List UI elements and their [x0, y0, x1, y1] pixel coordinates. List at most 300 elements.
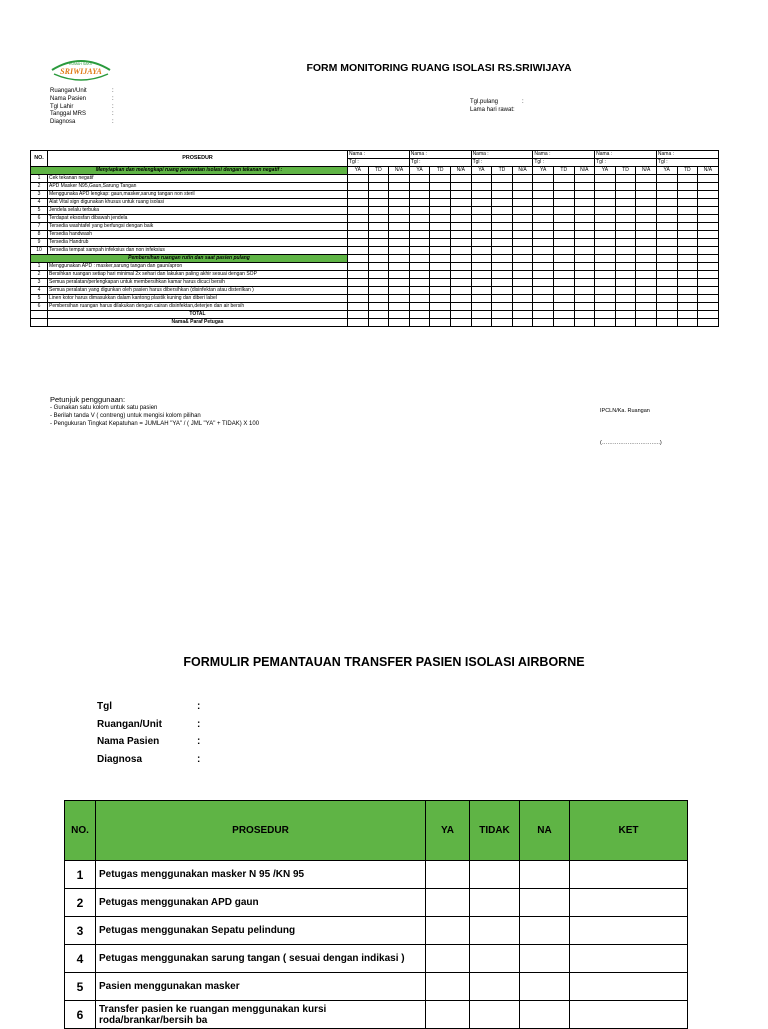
check-cell[interactable]: [570, 889, 688, 917]
check-cell[interactable]: [430, 287, 451, 295]
check-cell[interactable]: [615, 295, 636, 303]
check-cell[interactable]: [636, 311, 657, 319]
check-cell[interactable]: [512, 191, 533, 199]
check-cell[interactable]: [574, 295, 595, 303]
check-cell[interactable]: [520, 889, 570, 917]
check-cell[interactable]: [512, 311, 533, 319]
check-cell[interactable]: [574, 215, 595, 223]
check-cell[interactable]: [348, 215, 369, 223]
check-cell[interactable]: [574, 263, 595, 271]
check-cell[interactable]: [409, 295, 430, 303]
check-cell[interactable]: [636, 231, 657, 239]
check-cell[interactable]: [348, 231, 369, 239]
check-cell[interactable]: [677, 199, 698, 207]
check-cell[interactable]: [595, 271, 616, 279]
check-cell[interactable]: [698, 215, 719, 223]
check-cell[interactable]: [595, 183, 616, 191]
check-cell[interactable]: [512, 247, 533, 255]
check-cell[interactable]: [389, 319, 410, 327]
check-cell[interactable]: [430, 239, 451, 247]
check-cell[interactable]: [656, 263, 677, 271]
check-cell[interactable]: [348, 175, 369, 183]
check-cell[interactable]: [533, 199, 554, 207]
check-cell[interactable]: [409, 231, 430, 239]
check-cell[interactable]: [520, 1001, 570, 1029]
check-cell[interactable]: [471, 311, 492, 319]
check-cell[interactable]: [471, 247, 492, 255]
check-cell[interactable]: [368, 239, 389, 247]
check-cell[interactable]: [698, 287, 719, 295]
check-cell[interactable]: [656, 191, 677, 199]
check-cell[interactable]: [570, 861, 688, 889]
check-cell[interactable]: [677, 183, 698, 191]
check-cell[interactable]: [430, 271, 451, 279]
check-cell[interactable]: [471, 223, 492, 231]
check-cell[interactable]: [471, 295, 492, 303]
check-cell[interactable]: [533, 223, 554, 231]
check-cell[interactable]: [492, 319, 513, 327]
check-cell[interactable]: [570, 1001, 688, 1029]
check-cell[interactable]: [533, 231, 554, 239]
check-cell[interactable]: [698, 183, 719, 191]
check-cell[interactable]: [492, 231, 513, 239]
check-cell[interactable]: [368, 215, 389, 223]
tgl-cell[interactable]: Tgl :: [471, 159, 533, 167]
check-cell[interactable]: [533, 239, 554, 247]
check-cell[interactable]: [348, 311, 369, 319]
check-cell[interactable]: [512, 303, 533, 311]
check-cell[interactable]: [656, 247, 677, 255]
check-cell[interactable]: [615, 175, 636, 183]
check-cell[interactable]: [426, 917, 470, 945]
check-cell[interactable]: [426, 973, 470, 1001]
check-cell[interactable]: [656, 239, 677, 247]
check-cell[interactable]: [533, 247, 554, 255]
check-cell[interactable]: [368, 295, 389, 303]
check-cell[interactable]: [595, 263, 616, 271]
check-cell[interactable]: [450, 215, 471, 223]
check-cell[interactable]: [615, 303, 636, 311]
check-cell[interactable]: [656, 231, 677, 239]
check-cell[interactable]: [389, 311, 410, 319]
check-cell[interactable]: [450, 311, 471, 319]
check-cell[interactable]: [698, 271, 719, 279]
check-cell[interactable]: [615, 223, 636, 231]
check-cell[interactable]: [553, 199, 574, 207]
check-cell[interactable]: [595, 239, 616, 247]
check-cell[interactable]: [512, 239, 533, 247]
check-cell[interactable]: [615, 247, 636, 255]
check-cell[interactable]: [574, 279, 595, 287]
check-cell[interactable]: [533, 303, 554, 311]
check-cell[interactable]: [450, 271, 471, 279]
check-cell[interactable]: [656, 311, 677, 319]
check-cell[interactable]: [595, 231, 616, 239]
check-cell[interactable]: [430, 223, 451, 231]
check-cell[interactable]: [615, 287, 636, 295]
check-cell[interactable]: [698, 319, 719, 327]
check-cell[interactable]: [348, 287, 369, 295]
check-cell[interactable]: [698, 239, 719, 247]
check-cell[interactable]: [389, 239, 410, 247]
nama-cell[interactable]: Nama :: [533, 151, 595, 159]
check-cell[interactable]: [595, 279, 616, 287]
check-cell[interactable]: [389, 223, 410, 231]
check-cell[interactable]: [368, 319, 389, 327]
check-cell[interactable]: [492, 263, 513, 271]
check-cell[interactable]: [430, 295, 451, 303]
check-cell[interactable]: [389, 279, 410, 287]
nama-cell[interactable]: Nama :: [471, 151, 533, 159]
check-cell[interactable]: [574, 183, 595, 191]
check-cell[interactable]: [430, 247, 451, 255]
check-cell[interactable]: [471, 287, 492, 295]
check-cell[interactable]: [492, 191, 513, 199]
check-cell[interactable]: [512, 207, 533, 215]
check-cell[interactable]: [348, 279, 369, 287]
check-cell[interactable]: [636, 175, 657, 183]
tgl-cell[interactable]: Tgl :: [409, 159, 471, 167]
check-cell[interactable]: [409, 271, 430, 279]
check-cell[interactable]: [698, 263, 719, 271]
check-cell[interactable]: [512, 271, 533, 279]
check-cell[interactable]: [512, 175, 533, 183]
check-cell[interactable]: [574, 223, 595, 231]
check-cell[interactable]: [595, 319, 616, 327]
check-cell[interactable]: [574, 191, 595, 199]
check-cell[interactable]: [533, 191, 554, 199]
check-cell[interactable]: [553, 239, 574, 247]
check-cell[interactable]: [512, 215, 533, 223]
check-cell[interactable]: [677, 295, 698, 303]
check-cell[interactable]: [553, 207, 574, 215]
check-cell[interactable]: [533, 271, 554, 279]
check-cell[interactable]: [368, 263, 389, 271]
check-cell[interactable]: [389, 295, 410, 303]
check-cell[interactable]: [471, 303, 492, 311]
check-cell[interactable]: [450, 191, 471, 199]
check-cell[interactable]: [533, 215, 554, 223]
check-cell[interactable]: [512, 231, 533, 239]
check-cell[interactable]: [553, 175, 574, 183]
check-cell[interactable]: [389, 271, 410, 279]
check-cell[interactable]: [533, 287, 554, 295]
check-cell[interactable]: [677, 311, 698, 319]
check-cell[interactable]: [368, 231, 389, 239]
check-cell[interactable]: [470, 861, 520, 889]
check-cell[interactable]: [698, 279, 719, 287]
check-cell[interactable]: [409, 239, 430, 247]
check-cell[interactable]: [698, 231, 719, 239]
check-cell[interactable]: [553, 191, 574, 199]
check-cell[interactable]: [409, 223, 430, 231]
check-cell[interactable]: [574, 303, 595, 311]
check-cell[interactable]: [533, 279, 554, 287]
check-cell[interactable]: [430, 279, 451, 287]
check-cell[interactable]: [553, 263, 574, 271]
check-cell[interactable]: [470, 889, 520, 917]
check-cell[interactable]: [348, 271, 369, 279]
check-cell[interactable]: [698, 223, 719, 231]
check-cell[interactable]: [553, 295, 574, 303]
check-cell[interactable]: [553, 287, 574, 295]
check-cell[interactable]: [409, 287, 430, 295]
check-cell[interactable]: [656, 199, 677, 207]
check-cell[interactable]: [553, 231, 574, 239]
check-cell[interactable]: [677, 279, 698, 287]
check-cell[interactable]: [430, 191, 451, 199]
check-cell[interactable]: [533, 183, 554, 191]
check-cell[interactable]: [430, 175, 451, 183]
check-cell[interactable]: [553, 311, 574, 319]
check-cell[interactable]: [677, 319, 698, 327]
check-cell[interactable]: [615, 263, 636, 271]
check-cell[interactable]: [512, 287, 533, 295]
check-cell[interactable]: [570, 917, 688, 945]
check-cell[interactable]: [553, 303, 574, 311]
check-cell[interactable]: [533, 263, 554, 271]
check-cell[interactable]: [636, 239, 657, 247]
check-cell[interactable]: [570, 973, 688, 1001]
check-cell[interactable]: [574, 319, 595, 327]
check-cell[interactable]: [430, 207, 451, 215]
check-cell[interactable]: [574, 239, 595, 247]
check-cell[interactable]: [553, 183, 574, 191]
check-cell[interactable]: [426, 889, 470, 917]
check-cell[interactable]: [595, 207, 616, 215]
check-cell[interactable]: [595, 295, 616, 303]
check-cell[interactable]: [409, 263, 430, 271]
check-cell[interactable]: [492, 295, 513, 303]
check-cell[interactable]: [492, 223, 513, 231]
check-cell[interactable]: [595, 191, 616, 199]
check-cell[interactable]: [409, 183, 430, 191]
check-cell[interactable]: [636, 263, 657, 271]
check-cell[interactable]: [677, 247, 698, 255]
check-cell[interactable]: [533, 311, 554, 319]
check-cell[interactable]: [553, 279, 574, 287]
check-cell[interactable]: [677, 271, 698, 279]
check-cell[interactable]: [348, 239, 369, 247]
nama-cell[interactable]: Nama :: [656, 151, 718, 159]
check-cell[interactable]: [492, 239, 513, 247]
check-cell[interactable]: [409, 199, 430, 207]
check-cell[interactable]: [677, 191, 698, 199]
check-cell[interactable]: [677, 231, 698, 239]
check-cell[interactable]: [574, 207, 595, 215]
check-cell[interactable]: [368, 311, 389, 319]
check-cell[interactable]: [595, 223, 616, 231]
check-cell[interactable]: [656, 271, 677, 279]
check-cell[interactable]: [450, 279, 471, 287]
check-cell[interactable]: [656, 303, 677, 311]
check-cell[interactable]: [492, 215, 513, 223]
check-cell[interactable]: [409, 303, 430, 311]
check-cell[interactable]: [389, 303, 410, 311]
check-cell[interactable]: [677, 215, 698, 223]
check-cell[interactable]: [595, 303, 616, 311]
check-cell[interactable]: [348, 295, 369, 303]
check-cell[interactable]: [348, 199, 369, 207]
check-cell[interactable]: [368, 303, 389, 311]
check-cell[interactable]: [595, 287, 616, 295]
check-cell[interactable]: [430, 183, 451, 191]
nama-cell[interactable]: Nama :: [348, 151, 410, 159]
tgl-cell[interactable]: Tgl :: [348, 159, 410, 167]
check-cell[interactable]: [615, 279, 636, 287]
check-cell[interactable]: [450, 239, 471, 247]
check-cell[interactable]: [615, 207, 636, 215]
check-cell[interactable]: [615, 215, 636, 223]
check-cell[interactable]: [656, 319, 677, 327]
check-cell[interactable]: [512, 295, 533, 303]
check-cell[interactable]: [389, 287, 410, 295]
check-cell[interactable]: [512, 223, 533, 231]
check-cell[interactable]: [698, 175, 719, 183]
check-cell[interactable]: [409, 247, 430, 255]
check-cell[interactable]: [450, 207, 471, 215]
check-cell[interactable]: [389, 215, 410, 223]
check-cell[interactable]: [409, 207, 430, 215]
check-cell[interactable]: [512, 319, 533, 327]
check-cell[interactable]: [470, 1001, 520, 1029]
nama-cell[interactable]: Nama :: [409, 151, 471, 159]
check-cell[interactable]: [471, 279, 492, 287]
nama-cell[interactable]: Nama :: [595, 151, 657, 159]
check-cell[interactable]: [368, 207, 389, 215]
check-cell[interactable]: [492, 287, 513, 295]
check-cell[interactable]: [595, 199, 616, 207]
check-cell[interactable]: [348, 191, 369, 199]
check-cell[interactable]: [574, 175, 595, 183]
check-cell[interactable]: [698, 247, 719, 255]
check-cell[interactable]: [471, 183, 492, 191]
check-cell[interactable]: [512, 183, 533, 191]
check-cell[interactable]: [574, 231, 595, 239]
check-cell[interactable]: [533, 319, 554, 327]
check-cell[interactable]: [492, 311, 513, 319]
check-cell[interactable]: [698, 295, 719, 303]
tgl-cell[interactable]: Tgl :: [533, 159, 595, 167]
check-cell[interactable]: [492, 199, 513, 207]
check-cell[interactable]: [698, 199, 719, 207]
check-cell[interactable]: [615, 231, 636, 239]
check-cell[interactable]: [656, 207, 677, 215]
check-cell[interactable]: [553, 319, 574, 327]
check-cell[interactable]: [698, 207, 719, 215]
check-cell[interactable]: [470, 945, 520, 973]
check-cell[interactable]: [553, 223, 574, 231]
check-cell[interactable]: [348, 247, 369, 255]
check-cell[interactable]: [389, 263, 410, 271]
check-cell[interactable]: [553, 215, 574, 223]
check-cell[interactable]: [636, 191, 657, 199]
check-cell[interactable]: [389, 183, 410, 191]
check-cell[interactable]: [636, 247, 657, 255]
check-cell[interactable]: [636, 183, 657, 191]
check-cell[interactable]: [615, 239, 636, 247]
check-cell[interactable]: [368, 199, 389, 207]
check-cell[interactable]: [368, 175, 389, 183]
check-cell[interactable]: [656, 287, 677, 295]
tgl-cell[interactable]: Tgl :: [656, 159, 718, 167]
check-cell[interactable]: [615, 271, 636, 279]
check-cell[interactable]: [520, 861, 570, 889]
check-cell[interactable]: [389, 199, 410, 207]
check-cell[interactable]: [656, 279, 677, 287]
check-cell[interactable]: [492, 279, 513, 287]
check-cell[interactable]: [492, 183, 513, 191]
check-cell[interactable]: [426, 861, 470, 889]
check-cell[interactable]: [450, 303, 471, 311]
check-cell[interactable]: [520, 917, 570, 945]
check-cell[interactable]: [574, 311, 595, 319]
check-cell[interactable]: [471, 239, 492, 247]
check-cell[interactable]: [677, 287, 698, 295]
check-cell[interactable]: [636, 199, 657, 207]
check-cell[interactable]: [389, 175, 410, 183]
check-cell[interactable]: [636, 207, 657, 215]
check-cell[interactable]: [471, 319, 492, 327]
check-cell[interactable]: [368, 183, 389, 191]
check-cell[interactable]: [574, 271, 595, 279]
check-cell[interactable]: [471, 199, 492, 207]
check-cell[interactable]: [677, 223, 698, 231]
check-cell[interactable]: [450, 287, 471, 295]
check-cell[interactable]: [450, 319, 471, 327]
tgl-cell[interactable]: Tgl :: [595, 159, 657, 167]
check-cell[interactable]: [426, 945, 470, 973]
check-cell[interactable]: [430, 263, 451, 271]
check-cell[interactable]: [409, 191, 430, 199]
check-cell[interactable]: [430, 199, 451, 207]
check-cell[interactable]: [450, 223, 471, 231]
check-cell[interactable]: [348, 223, 369, 231]
check-cell[interactable]: [471, 175, 492, 183]
check-cell[interactable]: [409, 311, 430, 319]
check-cell[interactable]: [574, 199, 595, 207]
check-cell[interactable]: [615, 199, 636, 207]
check-cell[interactable]: [492, 207, 513, 215]
check-cell[interactable]: [615, 319, 636, 327]
check-cell[interactable]: [656, 175, 677, 183]
check-cell[interactable]: [471, 191, 492, 199]
check-cell[interactable]: [430, 231, 451, 239]
check-cell[interactable]: [471, 215, 492, 223]
check-cell[interactable]: [553, 247, 574, 255]
check-cell[interactable]: [636, 287, 657, 295]
check-cell[interactable]: [595, 215, 616, 223]
check-cell[interactable]: [430, 311, 451, 319]
check-cell[interactable]: [368, 223, 389, 231]
check-cell[interactable]: [470, 917, 520, 945]
check-cell[interactable]: [450, 263, 471, 271]
check-cell[interactable]: [450, 199, 471, 207]
check-cell[interactable]: [426, 1001, 470, 1029]
check-cell[interactable]: [574, 247, 595, 255]
check-cell[interactable]: [636, 215, 657, 223]
check-cell[interactable]: [615, 183, 636, 191]
check-cell[interactable]: [389, 247, 410, 255]
check-cell[interactable]: [430, 215, 451, 223]
check-cell[interactable]: [512, 279, 533, 287]
check-cell[interactable]: [430, 319, 451, 327]
check-cell[interactable]: [389, 207, 410, 215]
check-cell[interactable]: [450, 231, 471, 239]
check-cell[interactable]: [574, 287, 595, 295]
check-cell[interactable]: [409, 319, 430, 327]
check-cell[interactable]: [409, 279, 430, 287]
